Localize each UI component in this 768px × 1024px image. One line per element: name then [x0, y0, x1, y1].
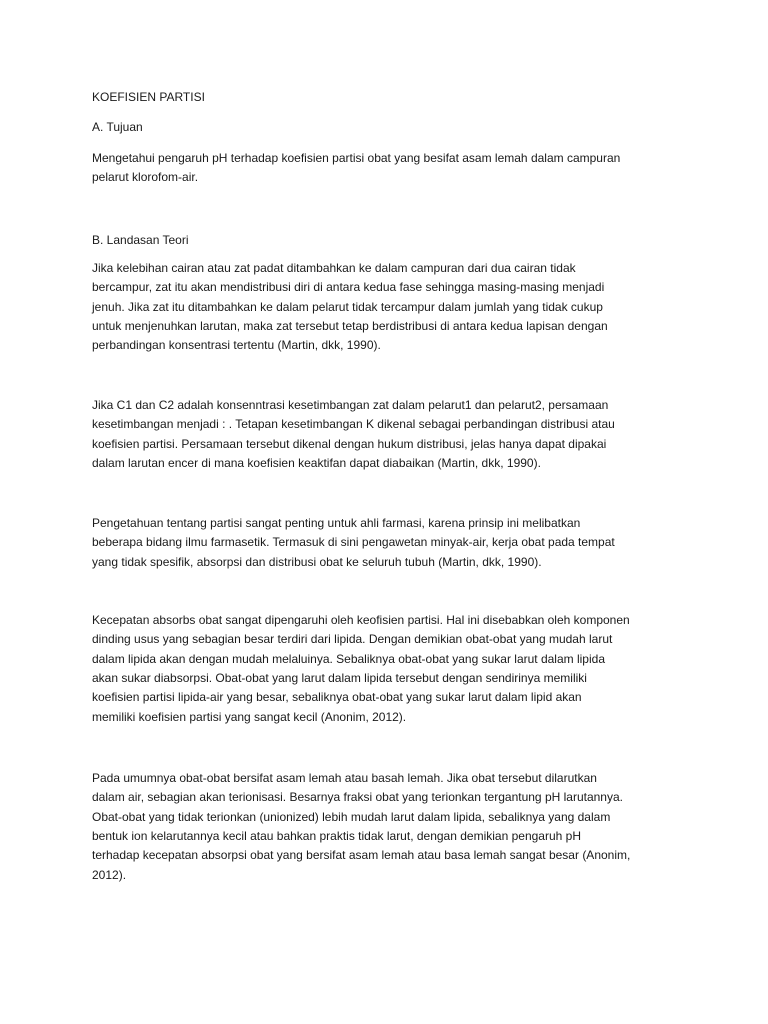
section-heading: B. Landasan Teori — [92, 233, 189, 247]
paragraph-line: Mengetahui pengaruh pH terhadap koefisien partisi obat yang besifat asam lemah dalam campuran — [92, 151, 621, 165]
paragraph-line: Kecepatan absorbs obat sangat dipengaruhi oleh keofisien partisi. Hal ini disebabkan oleh komponen — [92, 613, 630, 627]
paragraph-line: bentuk ion kelarutannya kecil atau bahkan praktis tidak larut, dengan demikian pengaruh pH — [92, 828, 581, 843]
paragraph-line: pelarut klorofom-air. — [92, 170, 199, 184]
paragraph-line: dalam lipida akan dengan mudah melaluinya. Sebaliknya obat-obat yang sukar larut dalam lipida — [92, 651, 605, 666]
paragraph-line: memiliki koefisien partisi yang sangat kecil (Anonim, 2012). — [92, 709, 407, 724]
paragraph-line: beberapa bidang ilmu farmasetik. Termasuk di sini pengawetan minyak-air, kerja obat pada tempat — [92, 535, 615, 550]
paragraph-line: Pada umumnya obat-obat bersifat asam lemah atau basah lemah. Jika obat tersebut dilarutkan — [92, 771, 597, 785]
paragraph-line: Pengetahuan tentang partisi sangat penting untuk ahli farmasi, karena prinsip ini melibatkan — [92, 516, 581, 530]
paragraph-line: koefisien partisi lipida-air yang besar, sebaliknya obat-obat yang sukar larut dalam lipid akan — [92, 690, 582, 705]
paragraph-line: dalam air, sebagian akan terionisasi. Besarnya fraksi obat yang terionkan tergantung pH larutannya. — [92, 790, 623, 805]
paragraph-line: Obat-obat yang tidak terionkan (unionized) lebih mudah larut dalam lipida, sebaliknya yang dalam — [92, 809, 611, 824]
section-heading: A. Tujuan — [92, 120, 143, 134]
paragraph-line: dinding usus yang sebagian besar terdiri dari lipida. Dengan demikian obat-obat yang mudah larut — [92, 632, 613, 647]
paragraph-line: akan sukar diabsorpsi. Obat-obat yang larut dalam lipida tersebut dengan sendirinya memiliki — [92, 670, 587, 685]
paragraph-line: perbandingan konsentrasi tertentu (Martin, dkk, 1990). — [92, 338, 381, 353]
paragraph-line: kesetimbangan menjadi : . Tetapan kesetimbangan K dikenal sebagai perbandingan distribusi atau — [92, 417, 615, 432]
paragraph-line: yang tidak spesifik, absorpsi dan distribusi obat ke seluruh tubuh (Martin, dkk, 1990). — [92, 554, 542, 569]
document-title: KOEFISIEN PARTISI — [92, 90, 205, 104]
paragraph-line: koefisien partisi. Persamaan tersebut dikenal dengan hukum distribusi, jelas hanya dapat dipakai — [92, 436, 607, 451]
paragraph-line: 2012). — [92, 867, 127, 882]
paragraph-line: Jika kelebihan cairan atau zat padat ditambahkan ke dalam campuran dari dua cairan tidak — [92, 261, 576, 275]
paragraph-line: jenuh. Jika zat itu ditambahkan ke dalam pelarut tidak tercampur dalam jumlah yang tidak cukup — [92, 299, 603, 314]
paragraph-line: Jika C1 dan C2 adalah konsenntrasi kesetimbangan zat dalam pelarut1 dan pelarut2, persamaan — [92, 398, 609, 412]
paragraph-line: terhadap kecepatan absorpsi obat yang bersifat asam lemah atau basa lemah sangat besar (Anonim, — [92, 848, 631, 863]
paragraph-line: dalam larutan encer di mana koefisien keaktifan dapat diabaikan (Martin, dkk, 1990). — [92, 455, 541, 470]
paragraph-line: bercampur, zat itu akan mendistribusi diri di antara kedua fase sehingga masing-masing menjadi — [92, 280, 605, 295]
paragraph-line: untuk menjenuhkan larutan, maka zat tersebut tetap berdistribusi di antara kedua lapisan dengan — [92, 318, 608, 333]
